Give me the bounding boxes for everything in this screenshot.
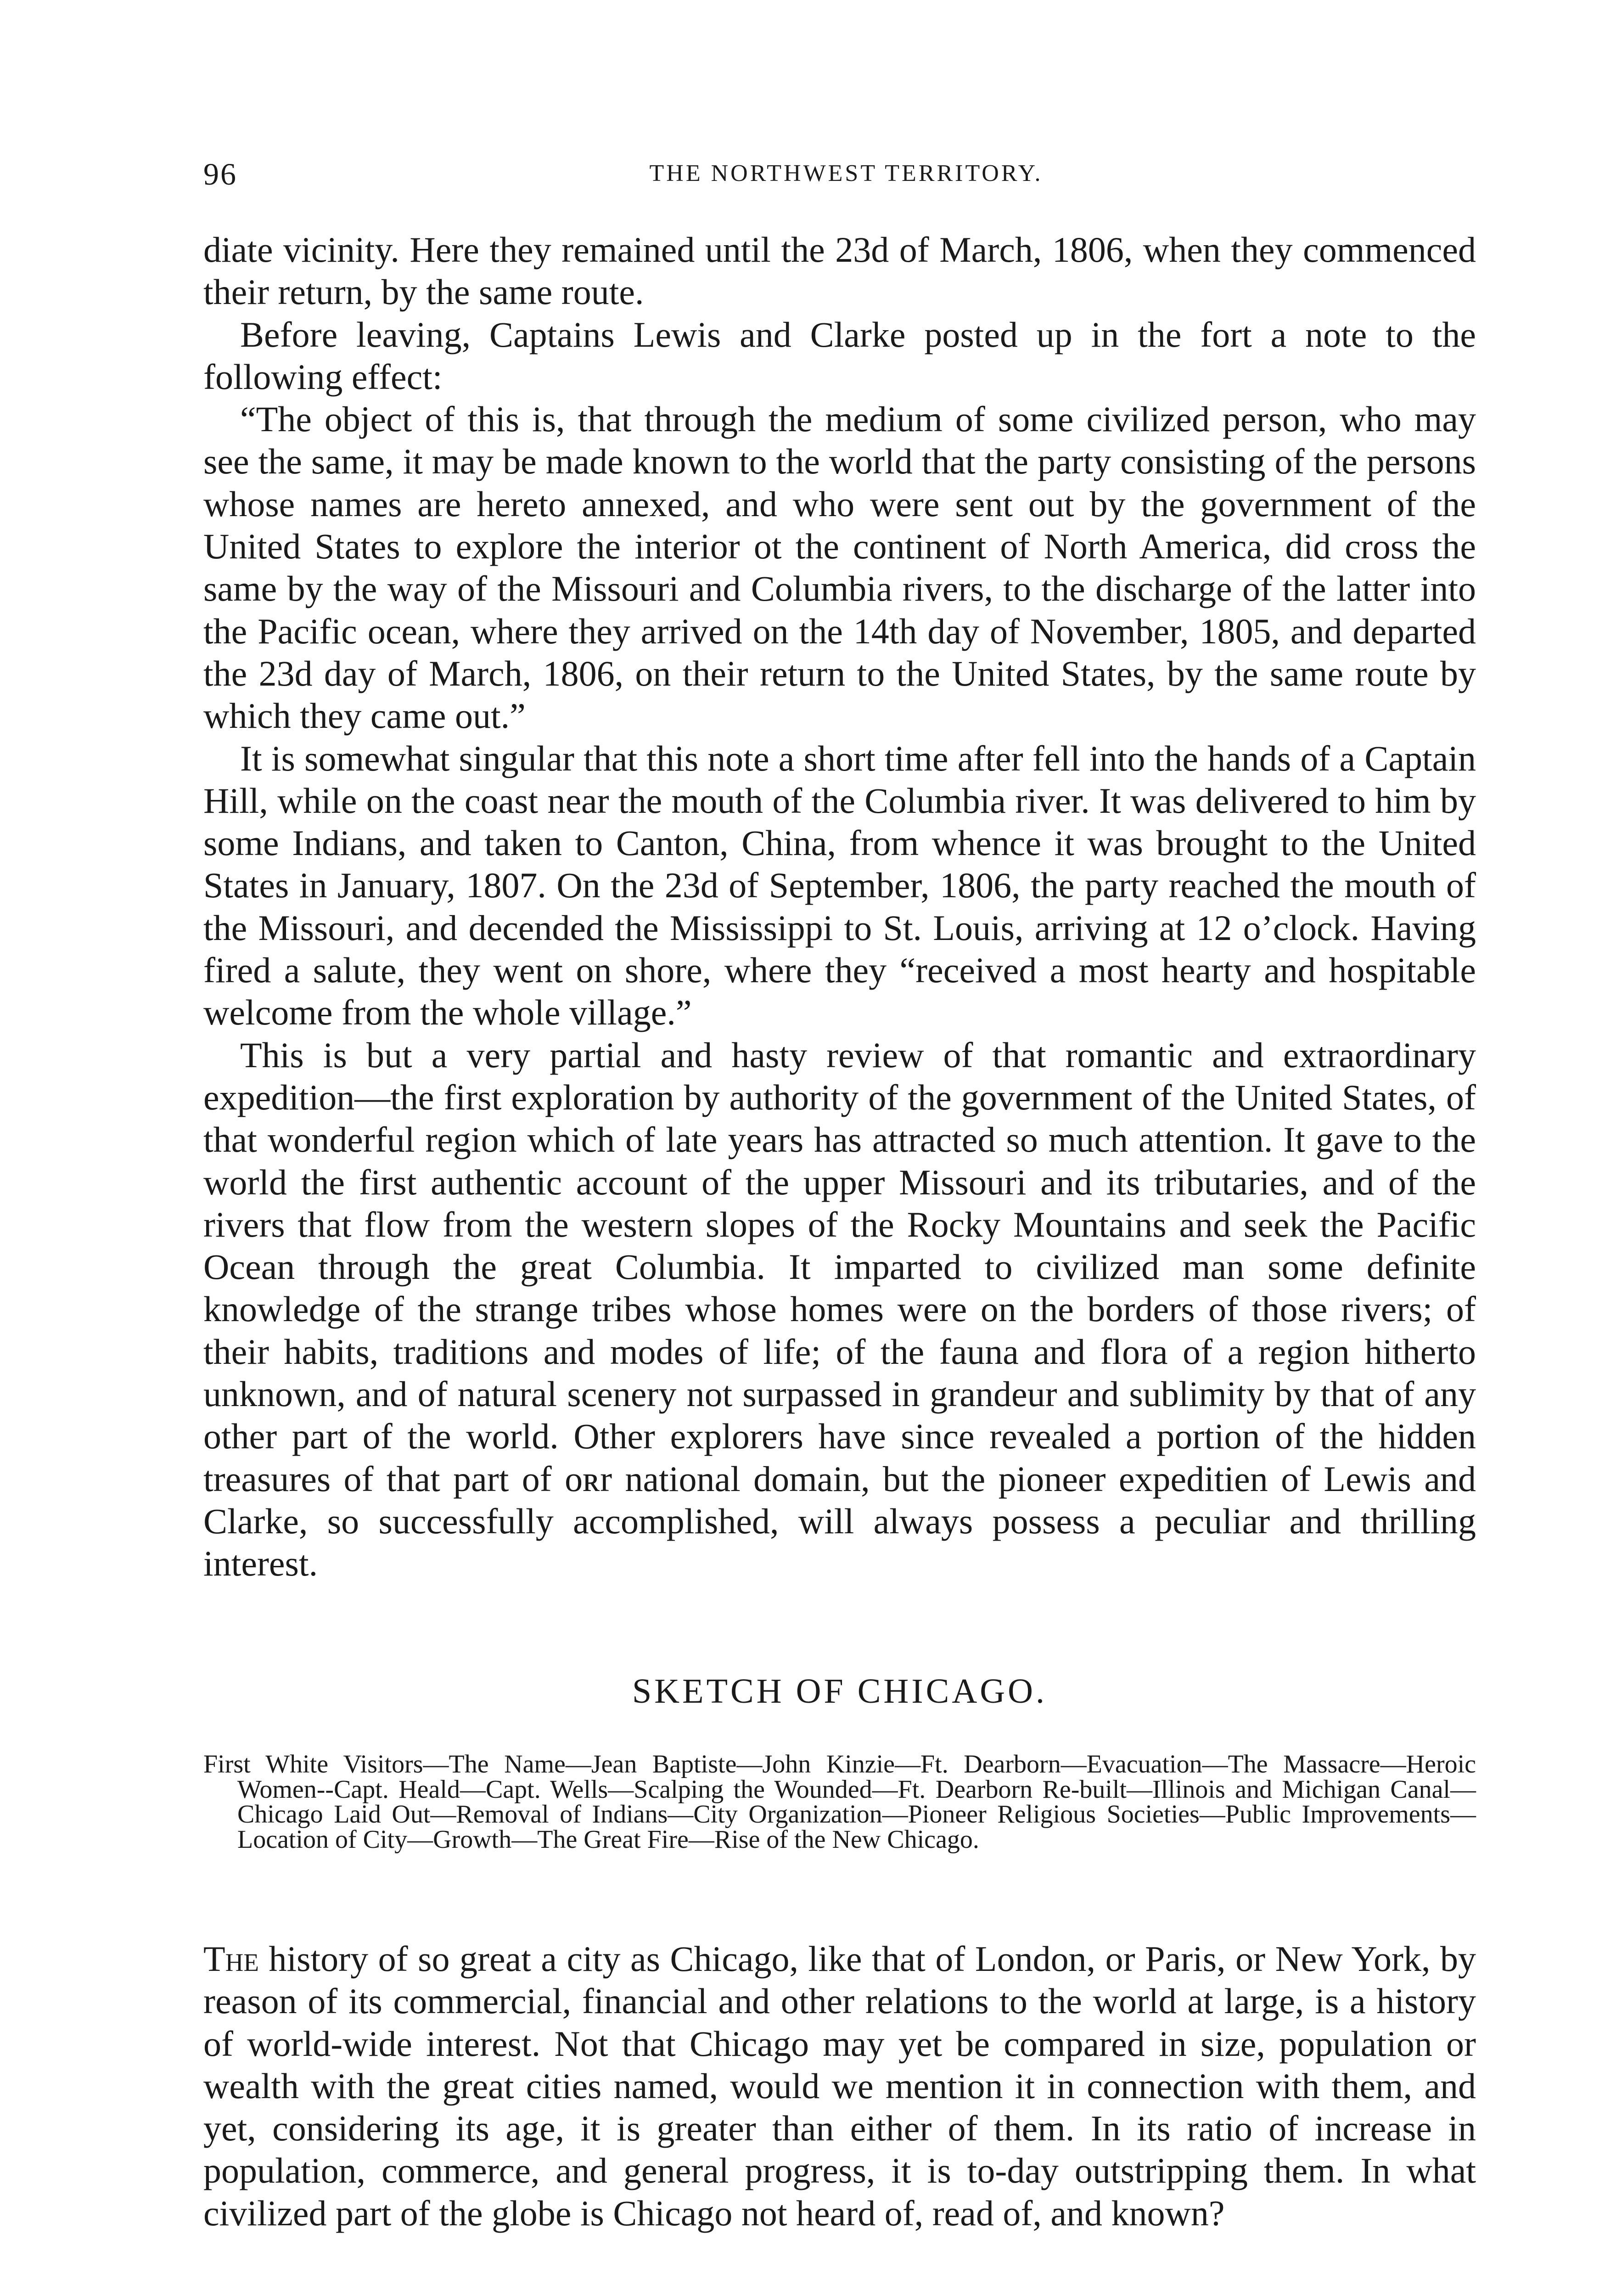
chapter-synopsis: First White Visitors—The Name—Jean Baptiste—John Kinzie—Ft. Dearborn—Evacuation—The Massacre—Heroic Women--Capt. Heald—Capt. Wells—Scalping the Wounded—Ft. Dearborn Re-built—Illinois and Michigan Canal—Chicago Laid Out—Removal of Indians—City Organization—Pioneer Religious Societies—Public Improvements—Location of City—Growth—The Great Fire—Rise of the New Chicago.	[203, 1750, 1476, 1854]
opening-paragraph-text: history of so great a city as Chicago, like that of London, or Paris, or New York, by reason of its commercial, financial and other relations to the world at large, is a history of world-wide interest. Not that Chicago may yet be compared in size, population or wealth with the great cities named, would we mention it in connection with them, and yet, considering its age, it is greater than either of them. In its ratio of increase in population, commerce, and general progress, it is to-day outstripping them. In what civilized part of the globe is Chicago not heard of, read of, and known?	[203, 1939, 1476, 2233]
paragraph: This is but a very partial and hasty review of that romantic and extraordinary expedition—the first exploration by authority of the government of the United States, of that wonderful region which of late years has attracted so much attention. It gave to the world the first authentic account of the upper Missouri and its tributaries, and of the rivers that flow from the western slopes of the Rocky Mountains and seek the Pacific Ocean through the great Columbia. It imparted to civilized man some definite knowledge of the strange tribes whose homes were on the borders of those rivers; of their habits, traditions and modes of life; of the fauna and flora of a region hitherto unknown, and of natural scenery not surpassed in grandeur and sublimity by that of any other part of the world. Other explorers have since revealed a portion of the hidden treasures of that part of oʀr national domain, but the pioneer expeditien of Lewis and Clarke, so successfully accomplished, will always possess a peculiar and thrilling interest.	[203, 1035, 1476, 1584]
chapter-text	[203, 1938, 1476, 2234]
body-text	[203, 229, 1476, 1585]
paragraph: diate vicinity. Here they remained until the 23d of March, 1806, when they commenced their return, by the same route.	[203, 230, 1476, 312]
opening-paragraph	[203, 1938, 1476, 2234]
quoted-note: “The object of this is, that through the medium of some civilized person, who may see the same, it may be made known to the world that the party consisting of the persons whose names are hereto annexed, and who were sent out by the government of the United States to explore the interior ot the continent of North America, did cross the same by the way of the Missouri and Columbia rivers, to the discharge of the latter into the Pacific ocean, where they arrived on the 14th day of November, 1805, and departed the 23d day of March, 1806, on their return to the United States, by the same route by which they came out.”	[203, 399, 1476, 736]
running-head	[203, 156, 1489, 197]
page-number: 96	[203, 157, 237, 191]
opening-word: The	[203, 1939, 259, 1979]
running-title: THE NORTHWEST TERRITORY.	[649, 160, 1043, 186]
paragraph: It is somewhat singular that this note a short time after fell into the hands of a Captain Hill, while on the coast near the mouth of the Columbia river. It was delivered to him by some Indians, and taken to Canton, China, from whence it was brought to the United States in January, 1807. On the 23d of September, 1806, the party reached the mouth of the Missouri, and decended the Mississippi to St. Louis, arriving at 12 o’clock. Having fired a salute, they went on shore, where they “received a most hearty and hospitable welcome from the whole village.”	[203, 738, 1476, 1033]
section-title: SKETCH OF CHICAGO.	[632, 1672, 1047, 1711]
paragraph: Before leaving, Captains Lewis and Clarke posted up in the fort a note to the following effect:	[203, 314, 1476, 397]
